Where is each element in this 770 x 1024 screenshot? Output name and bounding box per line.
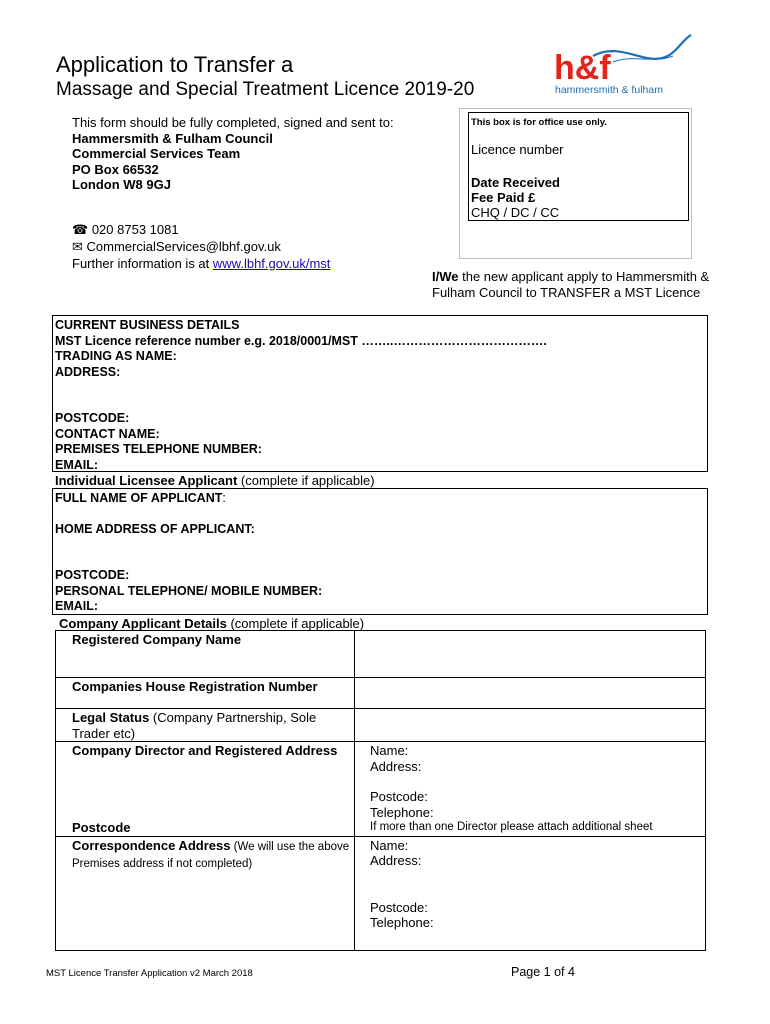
corr-postcode-field[interactable]: Postcode:: [370, 899, 428, 915]
legal-status-note: (Company Partnership, Sole Trader etc): [72, 710, 317, 741]
address-space: [55, 380, 707, 411]
trading-name-field[interactable]: TRADING AS NAME:: [55, 349, 177, 363]
individual-heading: [55, 473, 375, 488]
business-postcode-field[interactable]: POSTCODE:: [55, 411, 130, 425]
director-postcode-label: Postcode: [72, 820, 131, 835]
page-subtitle: Massage and Special Treatment Licence 2019-20: [56, 79, 475, 100]
address-line: PO Box 66532: [72, 161, 159, 177]
logo-swoosh-icon: [553, 32, 703, 102]
intro-instruction: This form should be fully completed, signed and sent to:: [72, 115, 394, 130]
declaration: [432, 269, 732, 300]
corr-address-field[interactable]: Address:: [370, 853, 422, 868]
legal-status-label: [56, 709, 355, 742]
director-input-cell[interactable]: [355, 742, 706, 837]
full-name-colon: :: [222, 491, 226, 505]
table-row: [56, 709, 706, 742]
mst-reference-dots: ……..……………………………….: [357, 333, 547, 348]
companies-house-label: Companies House Registration Number: [56, 678, 355, 709]
company-heading-label: Company Applicant Details: [59, 616, 227, 631]
declaration-text: the new applicant apply to Hammersmith & Fulham Council to TRANSFER a MST Licence: [432, 269, 710, 300]
council-logo: [553, 32, 703, 102]
logo-text: hammersmith & fulham: [555, 84, 663, 96]
logo-mark: h&f: [554, 49, 611, 87]
further-info-prefix: Further information is at: [72, 256, 213, 271]
name-space: [55, 507, 707, 522]
correspondence-title: Correspondence Address: [72, 837, 231, 853]
phone-icon: ☎: [72, 222, 89, 237]
current-business-section[interactable]: [52, 315, 708, 472]
legal-status-title: Legal Status: [72, 710, 150, 725]
email-address[interactable]: CommercialServices@lbhf.gov.uk: [86, 239, 281, 254]
business-address-field[interactable]: ADDRESS:: [55, 364, 121, 379]
individual-section[interactable]: [52, 488, 708, 615]
email-row: [72, 238, 330, 255]
corr-name-field[interactable]: Name:: [370, 837, 409, 853]
home-address-field[interactable]: HOME ADDRESS OF APPLICANT:: [55, 521, 255, 536]
personal-phone-field[interactable]: PERSONAL TELEPHONE/ MOBILE NUMBER:: [55, 583, 323, 598]
footer-version: MST Licence Transfer Application v2 March 2018: [46, 968, 253, 979]
full-name-field[interactable]: [55, 491, 707, 507]
address-line: Hammersmith & Fulham Council: [72, 130, 273, 146]
full-name-label: FULL NAME OF APPLICANT: [55, 491, 223, 505]
legal-status-input[interactable]: [355, 709, 706, 742]
declaration-subject: I/We: [432, 269, 459, 284]
company-heading: [59, 616, 364, 631]
table-row: [56, 678, 706, 709]
intro-block: [72, 115, 412, 193]
current-business-title: CURRENT BUSINESS DETAILS: [55, 318, 240, 332]
fee-paid-label: Fee Paid £: [471, 190, 536, 205]
director-name-field[interactable]: Name:: [370, 743, 409, 758]
envelope-icon: ✉: [72, 239, 83, 254]
individual-heading-note: (complete if applicable): [237, 473, 375, 488]
table-row: [56, 631, 706, 678]
date-received-label: Date Received: [471, 175, 560, 190]
corr-telephone-field[interactable]: Telephone:: [370, 915, 434, 930]
correspondence-note: (We will use the above Premises address if not completed): [72, 840, 350, 870]
table-row: [56, 836, 706, 950]
individual-heading-label: Individual Licensee Applicant: [55, 473, 238, 488]
companies-house-input[interactable]: [355, 678, 706, 709]
address-line: Commercial Services Team: [72, 146, 241, 161]
director-label-cell: [56, 742, 355, 837]
individual-email-field[interactable]: EMAIL:: [55, 599, 99, 613]
registered-name-label: Registered Company Name: [56, 631, 355, 678]
director-telephone-field[interactable]: Telephone:: [370, 804, 434, 820]
corr-space: [370, 869, 701, 900]
address-line: London W8 9GJ: [72, 177, 171, 192]
director-postcode-field[interactable]: Postcode:: [370, 789, 428, 804]
office-use-header: This box is for office use only.: [471, 117, 608, 128]
business-email-field[interactable]: EMAIL:: [55, 457, 99, 472]
licence-number-label: Licence number: [471, 142, 564, 157]
correspondence-input-cell[interactable]: [355, 836, 706, 950]
office-use-box: [468, 112, 689, 221]
home-address-space: [55, 537, 707, 568]
page-number: Page 1 of 4: [511, 965, 575, 979]
contact-name-field[interactable]: CONTACT NAME:: [55, 426, 160, 441]
contact-block: [72, 221, 330, 272]
table-row: [56, 742, 706, 837]
director-note: If more than one Director please attach additional sheet: [370, 821, 653, 833]
registered-name-input[interactable]: [355, 631, 706, 678]
director-space: [370, 774, 701, 789]
phone-row: [72, 221, 330, 238]
individual-postcode-field[interactable]: POSTCODE:: [55, 568, 130, 582]
website-link[interactable]: www.lbhf.gov.uk/mst: [212, 256, 331, 271]
page-title: Application to Transfer a: [56, 52, 294, 77]
premises-phone-field[interactable]: PREMISES TELEPHONE NUMBER:: [55, 442, 262, 456]
director-label: Company Director and Registered Address: [72, 743, 338, 758]
further-info: [72, 255, 330, 272]
director-address-field[interactable]: Address:: [370, 758, 422, 774]
correspondence-label-cell: [56, 836, 355, 950]
company-heading-note: (complete if applicable): [226, 616, 365, 631]
payment-methods: CHQ / DC / CC: [471, 205, 560, 220]
mst-reference-label: MST Licence reference number e.g. 2018/0001/MST: [55, 333, 358, 348]
company-table: [55, 630, 706, 951]
phone-number: 020 8753 1081: [91, 222, 179, 237]
mst-reference-field[interactable]: [55, 334, 707, 350]
